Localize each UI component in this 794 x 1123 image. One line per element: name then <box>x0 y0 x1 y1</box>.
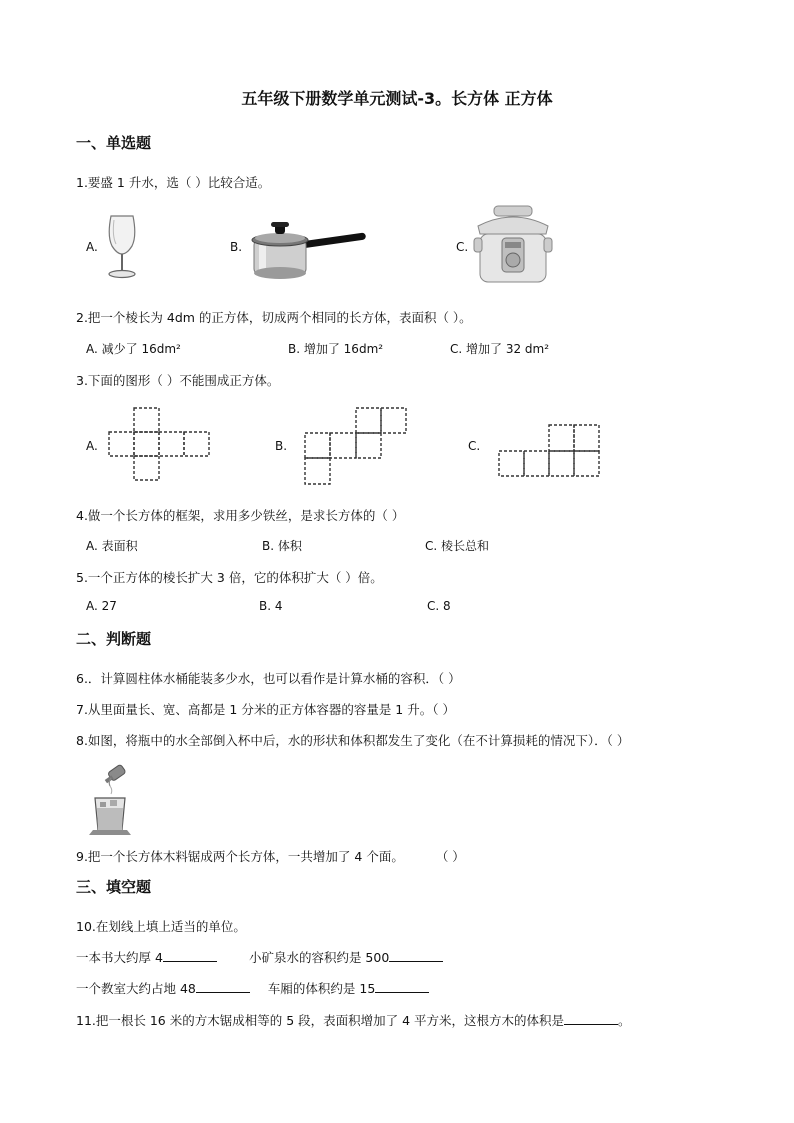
question-3: 3.下面的图形（ ）不能围成正方体。 <box>76 373 280 388</box>
question-9-text: 9.把一个长方体木料锯成两个长方体，一共增加了 4 个面。 <box>76 849 404 864</box>
q10-line2 <box>76 979 429 997</box>
q10-blank3[interactable] <box>196 980 250 993</box>
cube-net-c <box>498 424 602 478</box>
cube-net-a <box>108 407 212 483</box>
wine-glass-image <box>104 214 140 280</box>
section-fill-blank: 三、填空题 <box>76 878 152 896</box>
q1-option-b: B. <box>230 240 243 254</box>
question-10: 10.在划线上填上适当的单位。 <box>76 919 246 934</box>
page-title: 五年级下册数学单元测试-3。长方体 正方体 <box>241 89 553 108</box>
question-11 <box>76 1011 631 1029</box>
question-11-text: 11.把一根长 16 米的方木锯成相等的 5 段，表面积增加了 4 平方米，这根方木的体积是 <box>76 1013 565 1028</box>
q2-option-c: C. 增加了 32 dm² <box>450 342 550 356</box>
q10-blank1[interactable] <box>163 949 217 962</box>
q10-blank4[interactable] <box>375 980 429 993</box>
q5-option-c: C. 8 <box>427 599 451 613</box>
question-1: 1.要盛 1 升水，选（ ）比较合适。 <box>76 175 271 190</box>
pressure-cooker-image <box>472 204 554 288</box>
q3-option-a: A. <box>86 439 98 453</box>
question-11-end: 。 <box>618 1013 631 1028</box>
q10-blank2[interactable] <box>389 949 443 962</box>
cube-net-b <box>304 407 408 487</box>
q10-blank4-label: 车厢的体积约是 15 <box>267 981 376 996</box>
q2-option-a: A. 减少了 16dm² <box>86 342 181 356</box>
q4-option-c: C. 棱长总和 <box>425 539 490 553</box>
q5-option-a: A. 27 <box>86 599 117 613</box>
q4-option-a: A. 表面积 <box>86 539 138 553</box>
bottle-glass-image <box>88 764 138 836</box>
question-2: 2.把一个棱长为 4dm 的正方体，切成两个相同的长方体，表面积（ ）。 <box>76 310 472 325</box>
q2-option-b: B. 增加了 16dm² <box>288 342 384 356</box>
question-4: 4.做一个长方体的框架，求用多少铁丝，是求长方体的（ ） <box>76 508 405 523</box>
q10-blank3-label: 一个教室大约占地 48 <box>76 981 196 996</box>
q4-option-b: B. 体积 <box>262 539 302 553</box>
q1-option-c: C. <box>456 240 469 254</box>
section-true-false: 二、判断题 <box>76 630 152 648</box>
q11-blank[interactable] <box>564 1012 618 1025</box>
saucepan-image <box>250 218 366 282</box>
q5-option-b: B. 4 <box>259 599 283 613</box>
question-9 <box>76 847 465 865</box>
q1-option-a: A. <box>86 240 98 254</box>
q10-line1 <box>76 948 443 966</box>
section-single-choice: 一、单选题 <box>76 134 152 152</box>
question-6: 6.．计算圆柱体水桶能装多少水，也可以看作是计算水桶的容积．（ ） <box>76 671 461 686</box>
question-5: 5.一个正方体的棱长扩大 3 倍，它的体积扩大（ ）倍。 <box>76 570 383 585</box>
question-8: 8.如图，将瓶中的水全部倒入杯中后，水的形状和体积都发生了变化（在不计算损耗的情况下）．（ ） <box>76 733 630 748</box>
q3-option-b: B. <box>275 439 288 453</box>
q10-blank2-label: 小矿泉水的容积约是 500 <box>248 950 390 965</box>
question-7: 7.从里面量长、宽、高都是 1 分米的正方体容器的容量是 1 升。（ ） <box>76 702 455 717</box>
q10-blank1-label: 一本书大约厚 4 <box>76 950 163 965</box>
question-9-paren: （ ） <box>435 849 465 864</box>
q3-option-c: C. <box>468 439 481 453</box>
